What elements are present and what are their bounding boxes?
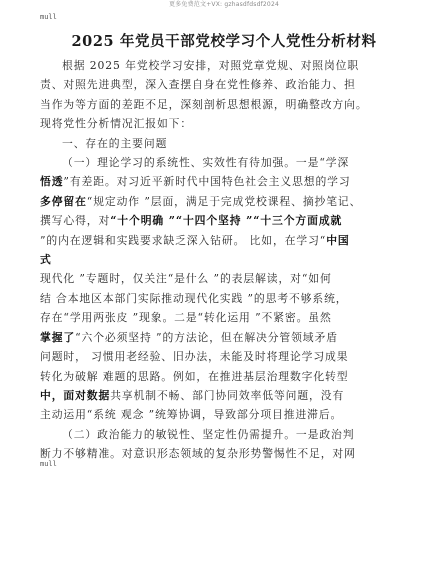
intro-line-3: 当作为等方面的差距不足，深刻剖析思想根源，明确整改方向。 (40, 97, 368, 111)
p1-line-8: 结 合本地区本部门实际推动现代化实践 ”的思考不够系统， (40, 291, 348, 305)
bold-text: 面对数据 (63, 388, 111, 402)
bold-text: “十个明确 ” (110, 214, 176, 228)
p1-line-10 (40, 328, 420, 347)
intro-line-1: 根据 2025 年党校学习安排，对照党章党规、对照岗位职 (62, 59, 360, 72)
bold-text: “十四个坚持 ” (175, 214, 254, 228)
p2-line-2: 断力不够精准。对意识形态领域的复杂形势警惕性不足，对网 (40, 447, 356, 461)
document-title: 2025 年党员干部党校学习个人党性分析材料 (71, 33, 377, 50)
p1-line-1: （一）理论学习的系统性、实效性有待加强。一是“学深 (62, 156, 350, 170)
bold-text: 悟透 (40, 175, 64, 189)
p1-line-13 (40, 386, 420, 405)
intro-line-2: 责、对照先进典型，深入查摆自身在党性修养、政治能力、担 (40, 78, 356, 92)
p1-line-11: 问题时， 习惯用老经验、旧办法，未能及时将理论学习成果 (40, 350, 349, 364)
bold-text: 中国 (326, 233, 350, 247)
intro-line-4: 现将党性分析情况汇报如下： (40, 117, 193, 131)
text: “规定动作 ”层面，满足于完成党校课程、摘抄笔记、 (86, 194, 362, 208)
section-heading: 一、存在的主要问题 (62, 136, 168, 150)
bold-text: “十三个方面成就 (253, 214, 343, 228)
page-marker-top: mull (40, 13, 57, 21)
header-watermark: 更多免费范文+VX: gzhasdfdsdf2024 (169, 1, 279, 8)
p1-line-4 (40, 211, 420, 230)
page-marker-bottom: mull (40, 460, 57, 468)
text: 的内在逻辑和实践要求缺乏深入钻研。 比如，在学习“ (46, 233, 327, 247)
bold-text: 中， (40, 388, 64, 402)
document-body (40, 56, 420, 464)
text: 共享机制不畅、部门协同效率低等问题，没有 (110, 388, 345, 402)
text: 撰写心得，对 (40, 214, 111, 228)
p1-line-12: 转化为破解 难题的思路。例如，在推进基层治理数字化转型 (40, 369, 349, 383)
p1-line-9: 存在“学用两张皮 ”现象。二是“转化运用 ”不紧密。虽然 (40, 311, 332, 325)
p1-line-3 (40, 192, 420, 211)
text: ”有差距。对习近平新时代中国特色社会主义思想的学习 (63, 175, 351, 189)
text: ” (40, 233, 47, 247)
p1-line-14: 主动运用“系统 观念 ”统筹协调，导致部分项目推进滞后。 (40, 408, 343, 422)
p2-line-1: （二）政治能力的敏锐性、坚定性仍需提升。一是政治判 (62, 427, 355, 441)
p1-line-7: 现代化 ”专题时，仅关注“是什么 ”的表层解读，对“如何 (40, 272, 332, 286)
bold-text: 多停留在 (40, 194, 87, 208)
p1-line-2 (40, 172, 420, 191)
p1-line-6 (40, 250, 420, 269)
bold-text: 掌握了 (40, 330, 76, 344)
text: “六个必须坚持 ”的方法论，但在解决分管领域矛盾 (75, 330, 338, 344)
bold-text: 式 (40, 253, 52, 267)
p1-line-5 (40, 231, 420, 250)
